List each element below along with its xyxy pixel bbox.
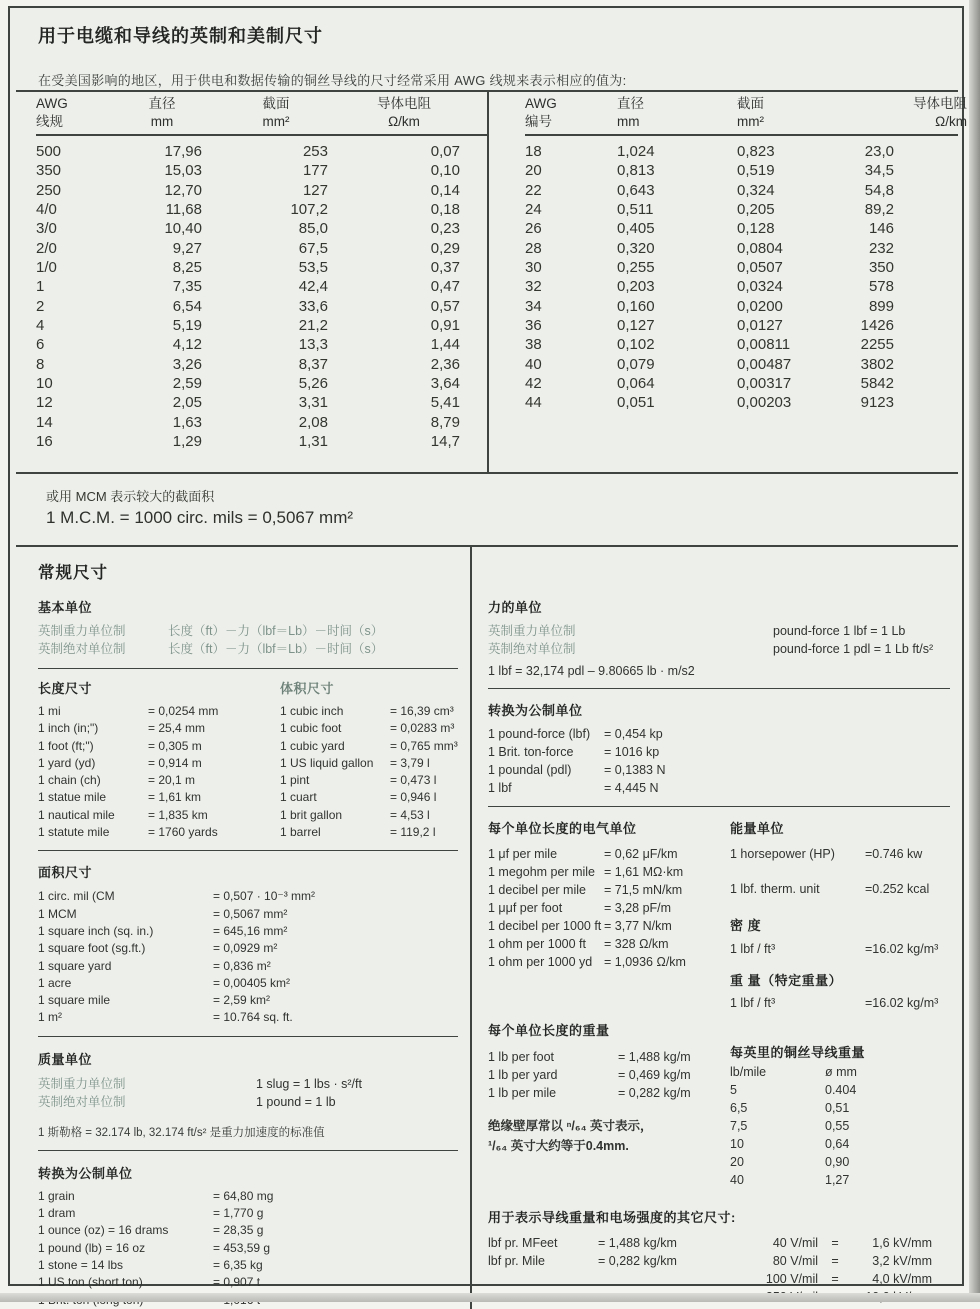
basic-units-list [38,622,458,658]
pair-row: 1 foot (ft;") = 0,305 m [38,738,202,753]
table-row: 24 0,511 0,205 89,2 [525,201,894,219]
table-row: 12 2,05 3,31 5,41 [36,394,460,412]
table-row: 18 1,024 0,823 23,0 [525,143,894,160]
table-row: 8 3,26 8,37 2,36 [36,355,460,373]
force-title: 力的单位 [488,600,543,615]
electrical-list [488,845,730,971]
table-row: 250 12,70 127 0,14 [36,181,460,199]
awg-right-body [525,136,958,413]
force-conv-title: 转换为公制单位 [488,703,583,718]
insulation-note-line2: ¹/₆₄ 英寸大约等于0.4mm. [488,1139,629,1153]
copper-row: 40 1,27 [730,1173,850,1187]
section-title-general: 常规尺寸 [38,564,108,582]
basic-units-title: 基本单位 [38,600,93,615]
energy-title: 能量单位 [730,821,785,836]
pair-row: 英制重力单位制 pound-force 1 lbf = 1 Lb [488,624,906,638]
divider [38,1150,458,1151]
pair-row: 1 lbf / ft³ =16.02 kg/m³ [730,942,939,956]
copper-col1-header: lb/mile [730,1065,767,1079]
electrical-block [488,818,730,1012]
pair-row: 1 US liquid gallon = 3,79 l [280,755,430,770]
pair-row: 1 pint = 0,473 l [280,773,437,788]
therm-line [730,880,950,898]
mass-list [38,1075,458,1111]
copper-row: 10 0,64 [730,1137,850,1151]
other-dims-title: 用于表示导线重量和电场强度的其它尺寸: [488,1210,736,1225]
pair-row: 1 yard (yd) = 0,914 m [38,755,202,770]
pair-row: 1 mi = 0,0254 mm [38,704,219,718]
pair-row: 1 cubic yard = 0,765 mm³ [280,738,458,753]
pair-row: 1 pound-force (lbf) = 0,454 kp [488,727,663,741]
slug-note: 1 斯勒格 = 32.174 lb, 32.174 ft/s² 是重力加速度的标准值 [38,1126,325,1139]
pair-row: 1 m² = 10.764 sq. ft. [38,1010,293,1025]
mcm-line2: 1 M.C.M. = 1000 circ. mils = 0,5067 mm² [46,508,354,527]
weight-specific-title: 重 量（特定重量） [730,973,843,988]
mcm-note [46,486,353,528]
pair-row: 1 square mile = 2,59 km² [38,993,271,1008]
pair-row: 1 μμf per foot = 3,28 pF/m [488,901,672,915]
divider [488,688,950,689]
electrical-title: 每个单位长度的电气单位 [488,821,637,836]
table-row: 1 7,35 42,4 0,47 [36,278,460,296]
table-row: 14 1,63 2,08 8,79 [36,413,460,431]
table-row: 44 0,051 0,00203 9123 [525,394,894,412]
table-row: 34 0,160 0,0200 899 [525,297,894,315]
copper-row: 20 0,90 [730,1155,850,1169]
weight-per-length-list [488,1048,730,1102]
area-list [38,888,458,1026]
general-left-column [16,547,472,1309]
pair-row: 1 statute mile = 1760 yards [38,825,218,840]
page-title: 用于电缆和导线的英制和美制尺寸 [38,26,323,46]
length-title: 长度尺寸 [38,681,93,696]
pair-row: 1 chain (ch) = 20,1 m [38,773,196,788]
copper-col2-header: ø mm [825,1065,857,1079]
table-row: 30 0,255 0,0507 350 [525,259,894,277]
density-line [730,940,950,958]
table-row: 10 2,59 5,26 3,64 [36,375,460,393]
table-row: 2/0 9,27 67,5 0,29 [36,239,460,257]
pair-row: 1 decibel per 1000 ft = 3,77 N/km [488,919,672,933]
weight-per-length-title: 每个单位长度的重量 [488,1023,610,1038]
hp-line [730,845,950,863]
divider [38,1036,458,1037]
table-row: 350 15,03 177 0,10 [36,162,460,180]
pair-row: 英制绝对单位制 1 pound = 1 lb [38,1094,336,1109]
document-page [8,6,967,1290]
scan-edge-right [969,0,980,1302]
col-header-diameter: 直径 mm [617,96,644,129]
awg-right-header [525,92,967,136]
col-header-resistance: 导体电阻 Ω/km [377,96,431,129]
table-row: 3/0 10,40 85,0 0,23 [36,220,460,238]
energy-density-block [730,818,950,1012]
pair-row: 1 brit gallon = 4,53 l [280,807,430,822]
volume-list [280,703,458,841]
pair-row: 1 cubic foot = 0,0283 m³ [280,721,455,736]
awg-table [16,90,967,474]
awg-left-body [36,136,487,452]
copper-wire-block [730,1020,950,1189]
pair-row: 1 square inch (sq. in.) = 645,16 mm² [38,923,288,938]
pair-row: 1 poundal (pdl) = 0,1383 N [488,763,666,777]
pair-row: 英制重力单位制 长度（ft）－力（lbf＝Lb）－时间（s） [38,624,384,638]
pair-row: 1 dram = 1,770 g [38,1206,264,1221]
table-row: 28 0,320 0,0804 232 [525,239,894,257]
table-row: 500 17,96 253 0,07 [36,143,460,160]
pair-row: 英制绝对单位制 pound-force 1 pdl = 1 Lb ft/s² [488,642,934,656]
table-row: 26 0,405 0,128 146 [525,220,894,238]
pair-row: 1 megohm per mile = 1,61 MΩ·km [488,865,684,879]
insulation-note-line1: 绝缘壁厚常以 ⁿ/₆₄ 英寸表示， [488,1119,653,1133]
mass-conv-title: 转换为公制单位 [38,1165,133,1181]
pair-row: 英制绝对单位制 长度（ft）－力（lbf＝Lb）－时间（s） [38,642,384,656]
pair-row: 1 nautical mile = 1,835 km [38,807,208,822]
vmil-row: 100 V/mil = 4,0 kV/mm [765,1272,932,1286]
vmil-row: 40 V/mil = 1,6 kV/mm [772,1236,932,1250]
pair-row: 1 MCM = 0,5067 mm² [38,906,288,921]
pair-row: 1 lbf / ft³ =16.02 kg/m³ [730,996,939,1010]
col-header-awg: AWG 编号 [525,96,557,129]
pair-row: 1 barrel = 119,2 l [280,825,436,840]
table-row: 38 0,102 0,00811 2255 [525,336,894,354]
col-header-resistance: 导体电阻 Ω/km [913,96,967,129]
pair-row: 1 cubic inch = 16,39 cm³ [280,704,454,718]
table-row: 4/0 11,68 107,2 0,18 [36,201,460,219]
table-row: 42 0,064 0,00317 5842 [525,375,894,393]
vmil-row: 80 V/mil = 3,2 kV/mm [772,1254,932,1268]
table-row: 16 1,29 1,31 14,7 [36,433,460,451]
copper-row: 6,5 0,51 [730,1101,850,1115]
volume-block [280,678,458,841]
awg-table-left [16,92,487,472]
pair-row: 1 circ. mil (CM = 0,507 · 10⁻³ mm² [38,889,316,904]
intro-text: 在受美国影响的地区，用于供电和数据传输的铜丝导线的尺寸经常采用 AWG 线规来表示相应的值为: [38,73,627,88]
force-conv-list [488,725,950,797]
scan-edge-bottom [0,1293,980,1302]
pair-row: 1 square yard = 0,836 m² [38,958,271,973]
weight-per-length-block [488,1020,730,1189]
pair-row: 1 lbf. therm. unit =0.252 kcal [730,882,930,896]
awg-table-right [487,92,967,472]
awg-left-header [36,92,487,136]
area-title: 面积尺寸 [38,865,93,881]
length-block [38,678,280,841]
pair-row: 1 ounce (oz) = 16 drams = 28,35 g [38,1223,264,1238]
col-header-cross-section: 截面 mm² [737,96,764,129]
mass-conv-list [38,1188,458,1309]
pair-row: 1 lb per yard = 0,469 kg/m [488,1068,691,1082]
pair-row: 1 square foot (sg.ft.) = 0,0929 m² [38,941,278,956]
pair-row: 1 grain = 64,80 mg [38,1188,274,1203]
pair-row: 1 US ton (short ton) = 0,907 t [38,1275,261,1290]
pair-row: 1 decibel per mile = 71,5 mN/km [488,883,683,897]
general-dimensions-section [16,545,958,1294]
mass-title: 质量单位 [38,1051,93,1067]
pair-row: 1 stone = 14 lbs = 6,35 kg [38,1257,263,1272]
table-row: 20 0,813 0,519 34,5 [525,162,894,180]
mcm-line1: 或用 MCM 表示较大的截面积 [46,489,215,504]
force-list [488,622,950,658]
col-header-cross-section: 截面 mm² [262,96,290,129]
pair-row: 1 lbf = 4,445 N [488,781,659,795]
pair-row: 1 pound (lb) = 16 oz = 453,59 g [38,1240,271,1255]
pair-row: 英制重力单位制 1 slug = 1 lbs · s²/ft [38,1076,362,1091]
force-note: 1 lbf = 32,174 pdl – 9.80665 lb · m/s2 [488,664,695,678]
pair-row: 1 cuart = 0,946 l [280,790,437,805]
density-title: 密 度 [730,918,762,933]
copper-wire-header [730,1063,950,1081]
copper-wire-rows [730,1081,950,1189]
pair-row: 1 ohm per 1000 ft = 328 Ω/km [488,937,669,951]
copper-row: 5 0.404 [730,1083,857,1097]
divider [38,850,458,851]
weight-specific-line [730,994,950,1012]
col-header-awg: AWG 线规 [36,96,68,129]
pair-row: lbf pr. MFeet = 1,488 kg/km [488,1236,677,1250]
copper-wire-title: 每英里的铜丝导线重量 [730,1045,866,1060]
col-header-diameter: 直径 mm [148,96,176,129]
pair-row: 1 inch (in;") = 25,4 mm [38,721,206,736]
pair-row: 1 lb per mile = 0,282 kg/m [488,1086,691,1100]
table-row: 4 5,19 21,2 0,91 [36,317,460,335]
table-row: 40 0,079 0,00487 3802 [525,355,894,373]
length-list [38,703,280,841]
table-row: 32 0,203 0,0324 578 [525,278,894,296]
pair-row: lbf pr. Mile = 0,282 kg/km [488,1254,677,1268]
pair-row: 1 statue mile = 1,61 km [38,790,202,805]
table-row: 22 0,643 0,324 54,8 [525,181,894,199]
copper-row: 7,5 0,55 [730,1119,850,1133]
general-right-column [472,547,958,1309]
pair-row: 1 ohm per 1000 yd = 1,0936 Ω/km [488,955,686,969]
table-row: 1/0 8,25 53,5 0,37 [36,259,460,277]
pair-row: 1 μf per mile = 0,62 μF/km [488,847,678,861]
table-row: 6 4,12 13,3 1,44 [36,336,460,354]
pair-row: 1 acre = 0,00405 km² [38,975,291,990]
table-row: 2 6,54 33,6 0,57 [36,297,460,315]
pair-row: 1 Brit. ton-force = 1016 kp [488,745,660,759]
volume-title: 体积尺寸 [280,681,335,696]
pair-row: 1 horsepower (HP) =0.746 kw [730,847,923,861]
table-row: 36 0,127 0,0127 1426 [525,317,894,335]
pair-row: 1 lb per foot = 1,488 kg/m [488,1050,691,1064]
